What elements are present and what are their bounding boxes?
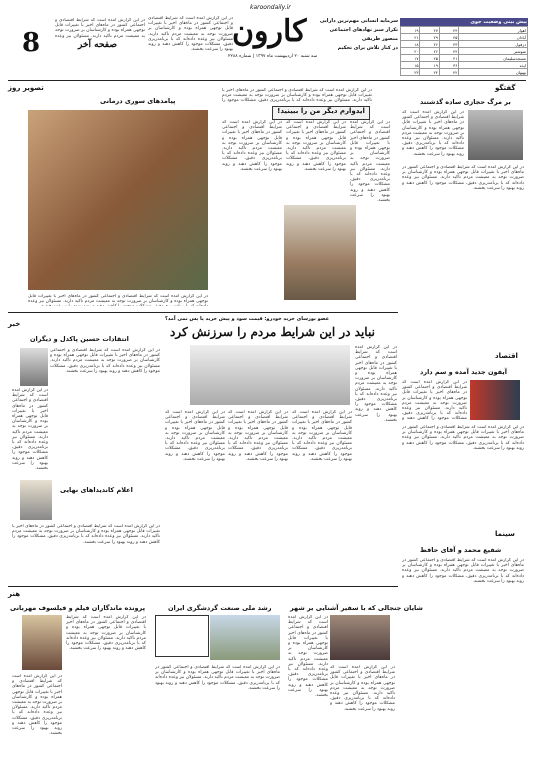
interview-col-3: در این گزارش آمده است که شرایط اقتصادی و اجتماعی کشور در ماه‌های اخیر با تغییرات قابل توجهی همراه بوده و کارشناسان بر ضرورت توجه به معیشت مردم تاکید دارند. مسئولان نیز وعده داده‌اند که با برنامه‌ریزی دقیق، مشکلات موجود را کاهش دهند و روند بهبود را سرعت بخشند. — [350, 120, 390, 204]
interview-lead: در این گزارش آمده است که شرایط اقتصادی و اجتماعی کشور در ماه‌های اخیر با تغییرات قابل توجهی همراه بوده و کارشناسان بر ضرورت توجه به معیشت مردم تاکید دارند. مسئولان نیز وعده داده‌اند که با برنامه‌ریزی دقیق، مشکلات موجود را — [222, 88, 372, 104]
issue-line: سه شنبه ۲۰ اردیبهشت ماه ۱۳۹۷ | شماره ۲۲۸۸ — [228, 54, 318, 59]
section-art: هنر — [8, 590, 21, 598]
photo-caption-text: در این گزارش آمده است که شرایط اقتصادی و اجتماعی کشور در ماه‌های اخیر با تغییرات قابل توجهی همراه بوده و کارشناسان بر ضرورت توجه به معیشت مردم تاکید دارند. مسئولان نیز وعده — [28, 294, 208, 305]
teaser-2: تکرار سبز نهادهای اجتماعی — [329, 27, 398, 33]
teasers — [318, 18, 398, 51]
weather-title: پیش بینی وضعیت جوی — [400, 18, 528, 26]
left-header-text: در این گزارش آمده است که شرایط اقتصادی و اجتماعی کشور در ماه‌های اخیر با تغییرات قابل توجهی همراه بوده و کارشناسان بر ضرورت توجه به معیشت مردم تاکید دارند. مسئولان نیز وعده — [55, 18, 145, 38]
bottom-mid2-photo — [330, 615, 390, 660]
bottom-left-text-2: در این گزارش آمده است که شرایط اقتصادی و اجتماعی کشور در ماه‌های اخیر با تغییرات قابل توجهی همراه بوده و کارشناسان بر ضرورت توجه به معیشت مردم تاکید دارند. مسئولان نیز وعده داده‌اند که با برنامه‌ریزی دقیق، مشکلات موجود را کاهش دهند و روند بهبود را سرعت بخشند. — [12, 674, 62, 737]
main-col-4: در این گزارش آمده است که شرایط اقتصادی و اجتماعی کشور در ماه‌های اخیر با تغییرات قابل توجهی همراه بوده و کارشناسان بر ضرورت توجه به معیشت مردم تاکید دارند. مسئولان نیز وعده داده‌اند که با برنامه‌ریزی دقیق، مشکلات موجود را کاهش دهند و روند بهبود را سرعت بخشند. — [355, 345, 397, 423]
masthead-rule — [8, 80, 526, 81]
bottom-mid2-title: شایان جنجالی که با سفیر آشنایی بر شهر — [290, 604, 423, 612]
section-interview: گفتگو — [495, 84, 516, 92]
phone-text: در این گزارش آمده است که شرایط اقتصادی و اجتماعی کشور در ماه‌های اخیر با تغییرات قابل توجهی همراه بوده و کارشناسان بر ضرورت توجه به معیشت مردم تاکید دارند. مسئولان نیز وعده داده‌اند که با برنامه‌ریزی دقیق، مشکلات موجود را کاهش دهند و — [402, 380, 467, 420]
right-col-text-2: در این گزارش آمده است که شرایط اقتصادی و اجتماعی کشور در ماه‌های اخیر با تغییرات قابل توجهی همراه بوده و کارشناسان بر ضرورت توجه به معیشت مردم تاکید دارند. مسئولان نیز وعده داده‌اند که با برنامه‌ریزی دقیق، مشکلات موجود را کاهش دهند و روند بهبود را سرعت بخشند. — [402, 165, 524, 191]
left-news-text: در این گزارش آمده است که شرایط اقتصادی و اجتماعی کشور در ماه‌های اخیر با تغییرات قابل توجهی همراه بوده و کارشناسان بر ضرورت توجه به معیشت مردم تاکید دارند. مسئولان نیز وعده داده‌اند که با برنامه‌ریزی دقیق، مشکلات موجود را کاهش دهند و روند بهبود را سرعت بخشند. — [50, 348, 160, 374]
interview-photo — [284, 205, 356, 300]
left-news-text-2: در این گزارش آمده است که شرایط اقتصادی و اجتماعی کشور در ماه‌های اخیر با تغییرات قابل توجهی همراه بوده و کارشناسان بر ضرورت توجه به معیشت مردم تاکید دارند. مسئولان نیز وعده داده‌اند که با برنامه‌ریزی دقیق، مشکلات موجود را کاهش دهند و روند بهبود را سرعت بخشند. — [12, 388, 48, 472]
bottom-mid1-title: رشد ملی صنعت گردشگری ایران — [168, 604, 272, 612]
bottom-left-title: پرونده ماندگاران فیلم و فیلسوف مهربانی — [10, 604, 146, 612]
headline-rule — [8, 312, 398, 313]
main-col-3: در این گزارش آمده است که شرایط اقتصادی و اجتماعی کشور در ماه‌های اخیر با تغییرات قابل توجهی همراه بوده و کارشناسان بر ضرورت توجه به معیشت مردم تاکید دارند. مسئولان نیز وعده داده‌اند که با برنامه‌ریزی دقیق، مشکلات موجود را کاهش دهند و روند بهبود را سرعت بخشند. — [292, 410, 352, 462]
photo-girl — [28, 110, 208, 290]
section-cinema: سینما — [495, 530, 515, 538]
weather-table: پیش بینی وضعیت جوی اهواز ۴۴ ۲۷ ۱۹ آبادان ۴۵ ۲۹ ۲۱ دزفول ۴۳ ۲۶ ۱۸ شوشتر ۴۴ ۲۶ ۲۰ مسجدسلیمان ۴۱ ۲۵ ۱۷ ایذه ۳۶ ۱۹ ۱۵ بهبهان ۴۲ ۲۴ ۲۳ — [400, 18, 528, 76]
left-mid-text: در این گزارش آمده است که شرایط اقتصادی و اجتماعی کشور در ماه‌های اخیر با تغییرات قابل توجهی همراه بوده و کارشناسان بر ضرورت توجه به معیشت مردم تاکید دارند. مسئولان نیز وعده داده‌اند که با برنامه‌ریزی دقیق، مشکلات موجود را کاهش دهند و روند بهبود را سرعت بخشند. — [12, 524, 160, 545]
interview-col-1: در این گزارش آمده است که شرایط اقتصادی و اجتماعی کشور در ماه‌های اخیر با تغییرات قابل توجهی همراه بوده و کارشناسان بر ضرورت توجه به معیشت مردم تاکید دارند. مسئولان نیز وعده داده‌اند که با برنامه‌ریزی دقیق، مشکلات موجود را کاهش دهند و روند بهبود را سرعت بخشند. — [222, 120, 282, 172]
website-text: karoondaily.ir — [250, 4, 291, 11]
contact-block: در این گزارش آمده است که شرایط اقتصادی و اجتماعی کشور در ماه‌های اخیر با تغییرات قابل توجهی همراه بوده و کارشناسان بر ضرورت توجه به معیشت مردم تاکید دارند. مسئولان نیز وعده داده‌اند که با برنامه‌ریزی دقیق، مشکلات موجود را کاهش دهند و روند بهبود را سرعت بخشند. — [148, 16, 233, 53]
phone-text-2: در این گزارش آمده است که شرایط اقتصادی و اجتماعی کشور در ماه‌های اخیر با تغییرات قابل توجهی همراه بوده و کارشناسان بر ضرورت توجه به معیشت مردم تاکید دارند. مسئولان نیز وعده داده‌اند که با برنامه‌ریزی دقیق، مشکلات موجود را کاهش دهند و روند بهبود را سرعت بخشند. — [402, 425, 524, 451]
page-title: صفحه آخر — [78, 40, 117, 50]
bottom-mid2-text-2: در این گزارش آمده است که شرایط اقتصادی و اجتماعی کشور در ماه‌های اخیر با تغییرات قابل توجهی همراه بوده و کارشناسان بر ضرورت توجه به معیشت مردم تاکید دارند. مسئولان نیز وعده داده‌اند که با برنامه‌ریزی دقیق، مشکلات موجود را کاهش دهند و روند بهبود را سرعت بخشند. — [330, 665, 395, 712]
page-number: 8 — [22, 28, 41, 58]
teaser-3: منصور ظریفی — [361, 36, 398, 42]
bottom-mid1-photo — [210, 615, 280, 660]
main-col-2: در این گزارش آمده است که شرایط اقتصادی و اجتماعی کشور در ماه‌های اخیر با تغییرات قابل توجهی همراه بوده و کارشناسان بر ضرورت توجه به معیشت مردم تاکید دارند. مسئولان نیز وعده داده‌اند که با برنامه‌ریزی دقیق، مشکلات موجود را کاهش دهند و روند بهبود را سرعت بخشند. — [228, 410, 288, 462]
main-col-1: در این گزارش آمده است که شرایط اقتصادی و اجتماعی کشور در ماه‌های اخیر با تغییرات قابل توجهی همراه بوده و کارشناسان بر ضرورت توجه به معیشت مردم تاکید دارند. مسئولان نیز وعده داده‌اند که با برنامه‌ریزی دقیق، مشکلات موجود را کاهش دهند و روند بهبود را سرعت بخشند. — [165, 410, 225, 462]
bottom-mid1-text: در این گزارش آمده است که شرایط اقتصادی و اجتماعی کشور در ماه‌های اخیر با تغییرات قابل توجهی همراه بوده و کارشناسان بر ضرورت توجه به معیشت مردم تاکید دارند. مسئولان نیز وعده داده‌اند که با برنامه‌ریزی دقیق، مشکلات موجود را کاهش دهند و روند بهبود را سرعت بخشند. — [155, 665, 280, 691]
photo-caption-title: پیامدهای سوری درمانی — [100, 97, 176, 105]
logo: کارون — [232, 14, 307, 49]
portrait-old-man — [468, 110, 523, 160]
teaser-1: سرمایه انسانی مهم‌ترین دارایی — [319, 18, 398, 24]
main-kicker: عضو بورسای خرید خودرو: قیمت سود و پیش خرید یا پس نمی آمد؟ — [165, 316, 330, 322]
main-headline: نباید در این شرایط مردم را سرزنش کرد — [170, 325, 375, 339]
right-bottom-title: شفیع محمد و آقای حافظ — [420, 546, 502, 554]
teaser-4: در کنار تلاش برای تحکیم — [337, 45, 398, 51]
interview-title: ایدوارم دیگر من را ببینید! — [277, 107, 365, 115]
section-news: خبر — [8, 320, 21, 328]
right-col-text: در این گزارش آمده است که شرایط اقتصادی و اجتماعی کشور در ماه‌های اخیر با تغییرات قابل توجهی همراه بوده و کارشناسان بر ضرورت توجه به معیشت مردم تاکید دارند. مسئولان نیز وعده داده‌اند که با برنامه‌ریزی دقیق، مشکلات موجود را کاهش دهند و روند بهبود را سرعت بخشند. — [402, 110, 464, 157]
phones-photo — [470, 380, 520, 420]
phone-title: آیفون جدید آمده و سم دارد — [420, 368, 507, 376]
interview-col-2: در این گزارش آمده است که شرایط اقتصادی و اجتماعی کشور در ماه‌های اخیر با تغییرات قابل توجهی همراه بوده و کارشناسان بر ضرورت توجه به معیشت مردم تاکید دارند. مسئولان نیز وعده داده‌اند که با برنامه‌ریزی دقیق، مشکلات موجود را کاهش دهند و روند بهبود را سرعت بخشند. — [286, 120, 346, 172]
bottom-left-photo — [22, 615, 62, 670]
section-photo: تصویر روز — [8, 84, 44, 92]
section-economy: اقتصاد — [495, 352, 518, 360]
bottom-mid1-box — [155, 615, 209, 657]
right-bottom-text: در این گزارش آمده است که شرایط اقتصادی و اجتماعی کشور در ماه‌های اخیر با تغییرات قابل توجهی همراه بوده و کارشناسان بر ضرورت توجه به معیشت مردم تاکید دارند. مسئولان نیز وعده داده‌اند که با برنامه‌ریزی دقیق، مشکلات موجود را کاهش دهند و روند بهبود را سرعت بخشند. — [402, 558, 524, 584]
bottom-mid2-text: در این گزارش آمده است که شرایط اقتصادی و اجتماعی کشور در ماه‌های اخیر با تغییرات قابل توجهی همراه بوده و کارشناسان بر ضرورت توجه به معیشت مردم تاکید دارند. مسئولان نیز وعده داده‌اند که با برنامه‌ریزی دقیق، مشکلات موجود را کاهش دهند و روند بهبود را سرعت بخشند. — [288, 615, 328, 699]
cars-photo — [190, 345, 350, 405]
interview-title-box — [272, 106, 370, 120]
right-top-title: بر مرگ حجازی ساده گذشتند — [420, 98, 511, 106]
left-mid-title: اعلام کاندیداهای نهایی — [60, 486, 133, 494]
masthead — [0, 0, 533, 75]
left-news-photo — [20, 348, 48, 386]
left-mid-photo — [20, 480, 52, 520]
bottom-left-text: در این گزارش آمده است که شرایط اقتصادی و اجتماعی کشور در ماه‌های اخیر با تغییرات قابل توجهی همراه بوده و کارشناسان بر ضرورت توجه به معیشت مردم تاکید دارند. مسئولان نیز وعده داده‌اند که با برنامه‌ریزی دقیق، مشکلات موجود را کاهش دهند و روند بهبود را سرعت بخشند. — [66, 615, 146, 652]
bottom-rule — [8, 586, 398, 587]
left-news-title: انتقادات حسین پاکدل و دیگران — [30, 335, 129, 343]
